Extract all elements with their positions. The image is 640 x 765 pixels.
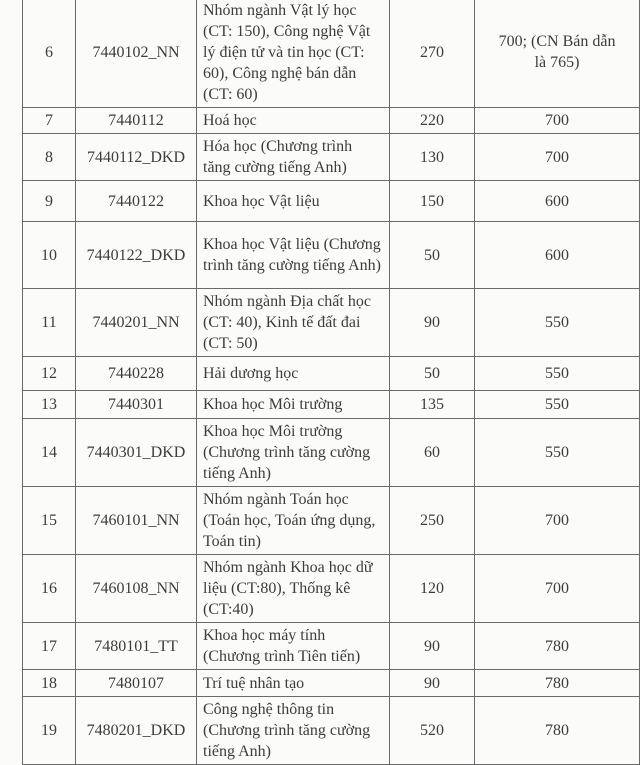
major-code: 7440301_DKD [76,419,197,487]
quota: 50 [390,357,475,391]
fee: 780 [475,670,640,697]
table-row [23,0,640,108]
row-number: 18 [23,670,76,697]
row-number: 9 [23,181,76,222]
quota: 220 [390,108,475,134]
major-name: Khoa học Vật liệu (Chương trình tăng cường tiếng Anh) [197,222,390,289]
table-row [23,555,640,623]
major-name: Hoá học [197,108,390,134]
table-row [23,697,640,765]
major-code: 7460101_NN [76,487,197,555]
major-name: Hóa học (Chương trình tăng cường tiếng Anh) [197,134,390,181]
major-code: 7440112 [76,108,197,134]
admissions-table [22,0,640,765]
major-code: 7480107 [76,670,197,697]
table-row [23,181,640,222]
row-number: 6 [23,0,76,108]
row-number: 12 [23,357,76,391]
fee: 780 [475,697,640,765]
major-name: Khoa học máy tính (Chương trình Tiên tiến) [197,623,390,670]
table-row [23,357,640,391]
fee: 700 [475,108,640,134]
major-name: Khoa học Vật liệu [197,181,390,222]
table-row [23,108,640,134]
row-number: 19 [23,697,76,765]
major-name: Công nghệ thông tin (Chương trình tăng cường tiếng Anh) [197,697,390,765]
fee: 600 [475,222,640,289]
major-name: Nhóm ngành Địa chất học (CT: 40), Kinh tế đất đai (CT: 50) [197,289,390,357]
row-number: 10 [23,222,76,289]
quota: 60 [390,419,475,487]
row-number: 11 [23,289,76,357]
quota: 120 [390,555,475,623]
fee: 700 [475,487,640,555]
table-row [23,391,640,419]
fee: 700; (CN Bán dẫn là 765) [475,0,640,108]
row-number: 16 [23,555,76,623]
quota: 135 [390,391,475,419]
quota: 90 [390,623,475,670]
fee: 550 [475,289,640,357]
table-row [23,487,640,555]
fee: 780 [475,623,640,670]
row-number: 8 [23,134,76,181]
quota: 90 [390,670,475,697]
row-number: 15 [23,487,76,555]
major-code: 7440102_NN [76,0,197,108]
major-code: 7440122_DKD [76,222,197,289]
quota: 520 [390,697,475,765]
major-name: Nhóm ngành Khoa học dữ liệu (CT:80), Thống kê (CT:40) [197,555,390,623]
table-row [23,222,640,289]
fee: 550 [475,357,640,391]
row-number: 14 [23,419,76,487]
table-row [23,623,640,670]
fee: 550 [475,419,640,487]
fee: 600 [475,181,640,222]
table-body [23,0,640,765]
major-code: 7460108_NN [76,555,197,623]
major-name: Trí tuệ nhân tạo [197,670,390,697]
major-name: Khoa học Môi trường [197,391,390,419]
row-number: 17 [23,623,76,670]
major-code: 7440112_DKD [76,134,197,181]
major-code: 7440122 [76,181,197,222]
major-code: 7440228 [76,357,197,391]
quota: 90 [390,289,475,357]
row-number: 13 [23,391,76,419]
quota: 150 [390,181,475,222]
quota: 270 [390,0,475,108]
quota: 130 [390,134,475,181]
major-name: Nhóm ngành Vật lý học (CT: 150), Công nghệ Vật lý điện tử và tin học (CT: 60), Công nghệ bán dẫn (CT: 60) [197,0,390,108]
quota: 250 [390,487,475,555]
table-row [23,134,640,181]
fee: 700 [475,134,640,181]
table-row [23,670,640,697]
row-number: 7 [23,108,76,134]
quota: 50 [390,222,475,289]
table-row [23,419,640,487]
major-name: Hải dương học [197,357,390,391]
major-code: 7480201_DKD [76,697,197,765]
major-code: 7440301 [76,391,197,419]
major-name: Nhóm ngành Toán học (Toán học, Toán ứng dụng, Toán tin) [197,487,390,555]
major-code: 7440201_NN [76,289,197,357]
major-code: 7480101_TT [76,623,197,670]
fee: 550 [475,391,640,419]
major-name: Khoa học Môi trường (Chương trình tăng cường tiếng Anh) [197,419,390,487]
table-row [23,289,640,357]
fee: 700 [475,555,640,623]
